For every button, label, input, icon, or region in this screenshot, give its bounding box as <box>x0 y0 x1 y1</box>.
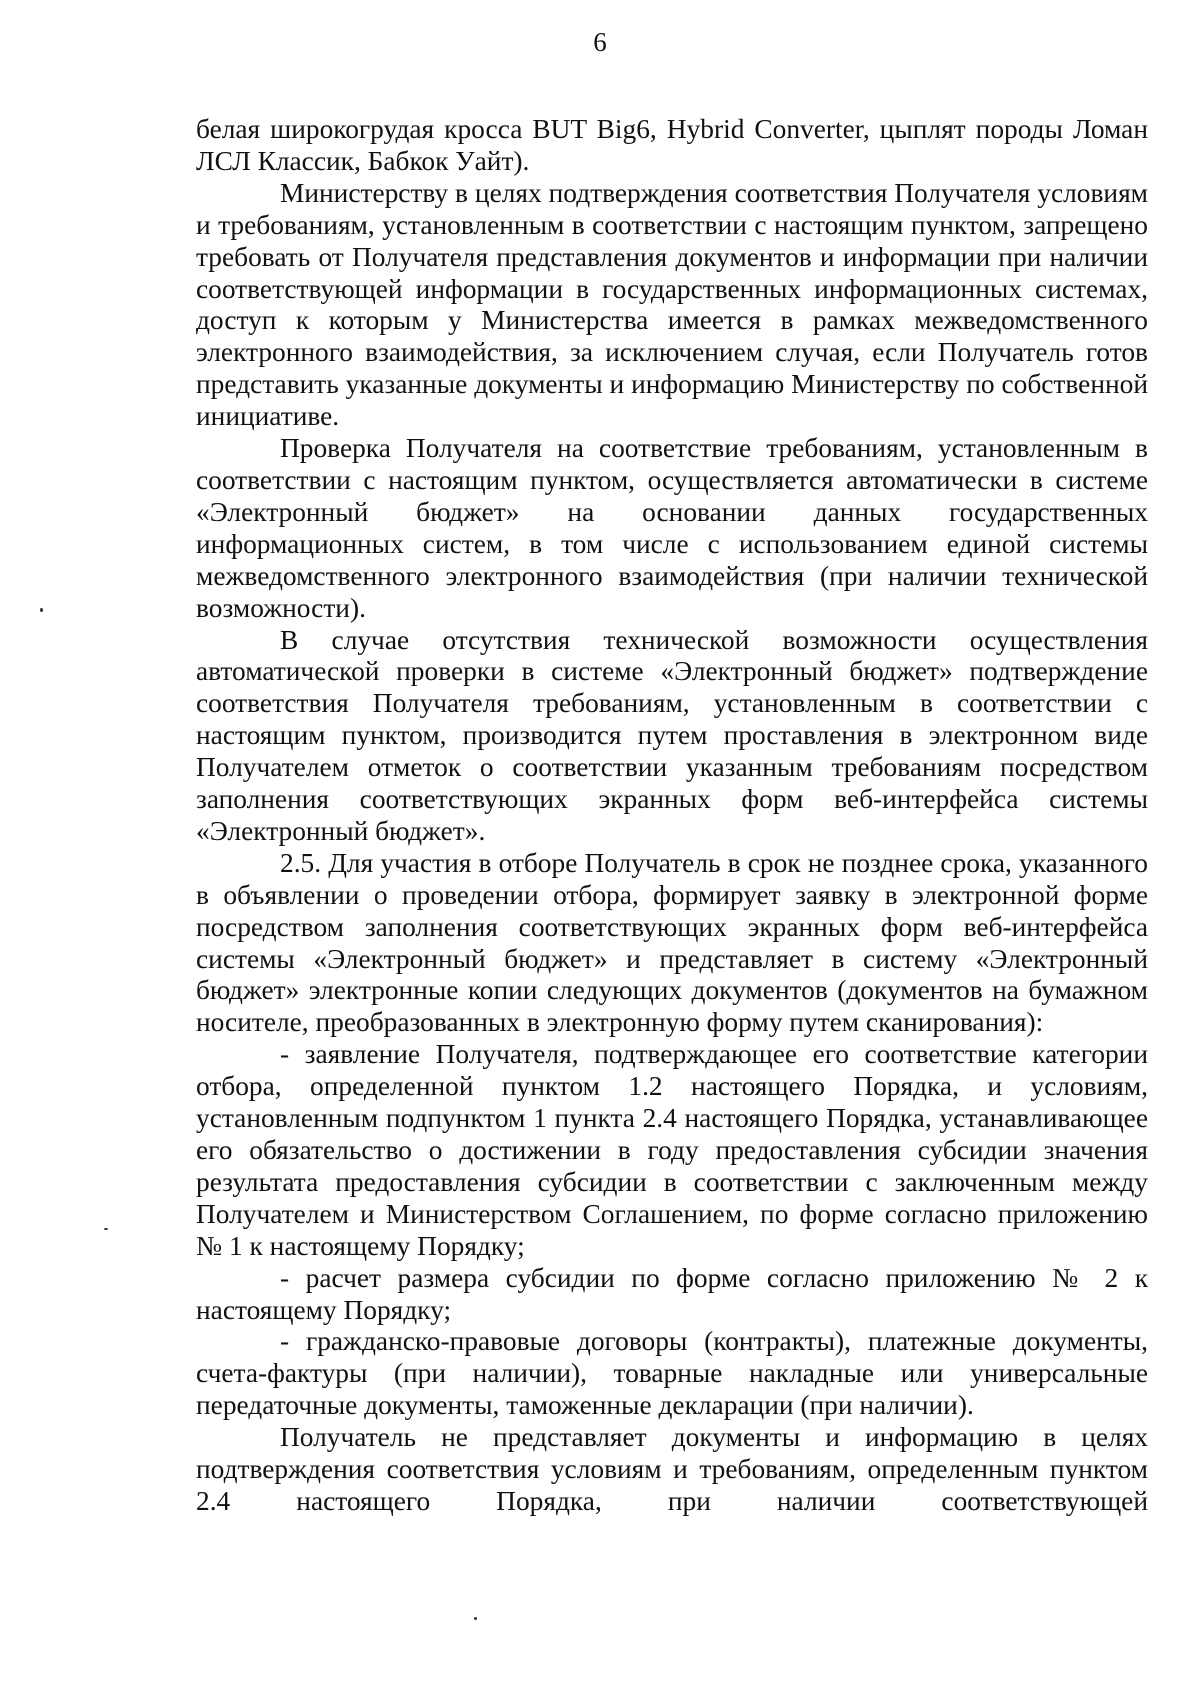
paragraph: Получатель не представляет документы и информацию в целях подтверждения соответствия условиям и требованиям, определенным пунктом 2.4 настоящего Порядка, при наличии соответствующей <box>196 1422 1148 1516</box>
paragraph: белая широкогрудая кросса BUT Big6, Hybrid Converter, цыплят породы Ломан ЛСЛ Классик, Бабкок Уайт). <box>196 114 1148 176</box>
scan-speck <box>104 1228 108 1230</box>
paragraph: Министерству в целях подтверждения соответствия Получателя условиям и требованиям, установленным в соответствии с настоящим пунктом, запрещено требовать от Получателя представления документов и информации при наличии соответствующей информации в государственных информационных системах, доступ к которым у Министерства имеется в рамках межведомственного электронного взаимодействия, за исключением случая, если Получатель готов представить указанные документы и информацию Министерству по собственной инициативе. <box>196 177 1148 432</box>
paragraph: 2.5. Для участия в отборе Получатель в срок не позднее срока, указанного в объявлении о проведении отбора, формирует заявку в электронной форме посредством заполнения соответствующих экранных форм веб-интерфейса системы «Электронный бюджет» и представляет в систему «Электронный бюджет» электронные копии следующих документов (документов на бумажном носителе, преобразованных в электронную форму путем сканирования): <box>196 847 1148 1038</box>
document-body <box>196 114 1148 1518</box>
scan-speck <box>40 608 43 612</box>
paragraph: Проверка Получателя на соответствие требованиям, установленным в соответствии с настоящим пунктом, осуществляется автоматически в системе «Электронный бюджет» на основании данных государственных информационных систем, в том числе с использованием единой системы межведомственного электронного взаимодействия (при наличии технической возможности). <box>196 433 1148 623</box>
list-item: - гражданско-правовые договоры (контракты), платежные документы, счета-фактуры (при наличии), товарные накладные или универсальные передаточные документы, таможенные декларации (при наличии). <box>196 1326 1148 1421</box>
paragraph: В случае отсутствия технической возможности осуществления автоматической проверки в системе «Электронный бюджет» подтверждение соответствия Получателя требованиям, установленным в соответствии с настоящим пунктом, производится путем проставления в электронном виде Получателем отметок о соответствии указанным требованиям посредством заполнения соответствующих экранных форм веб-интерфейса системы «Электронный бюджет». <box>196 624 1148 846</box>
list-item: - заявление Получателя, подтверждающее его соответствие категории отбора, определенной пунктом 1.2 настоящего Порядка, и условиям, установленным подпунктом 1 пункта 2.4 настоящего Порядка, устанавливающее его обязательство о достижении в году предоставления субсидии значения результата предоставления субсидии в соответствии с заключенным между Получателем и Министерством Соглашением, по форме согласно приложению № 1 к настоящему Порядку; <box>196 1039 1148 1261</box>
page-number: 6 <box>593 27 607 57</box>
list-item: - расчет размера субсидии по форме согласно приложению № 2 к настоящему Порядку; <box>196 1262 1148 1325</box>
scan-speck <box>474 1617 477 1620</box>
